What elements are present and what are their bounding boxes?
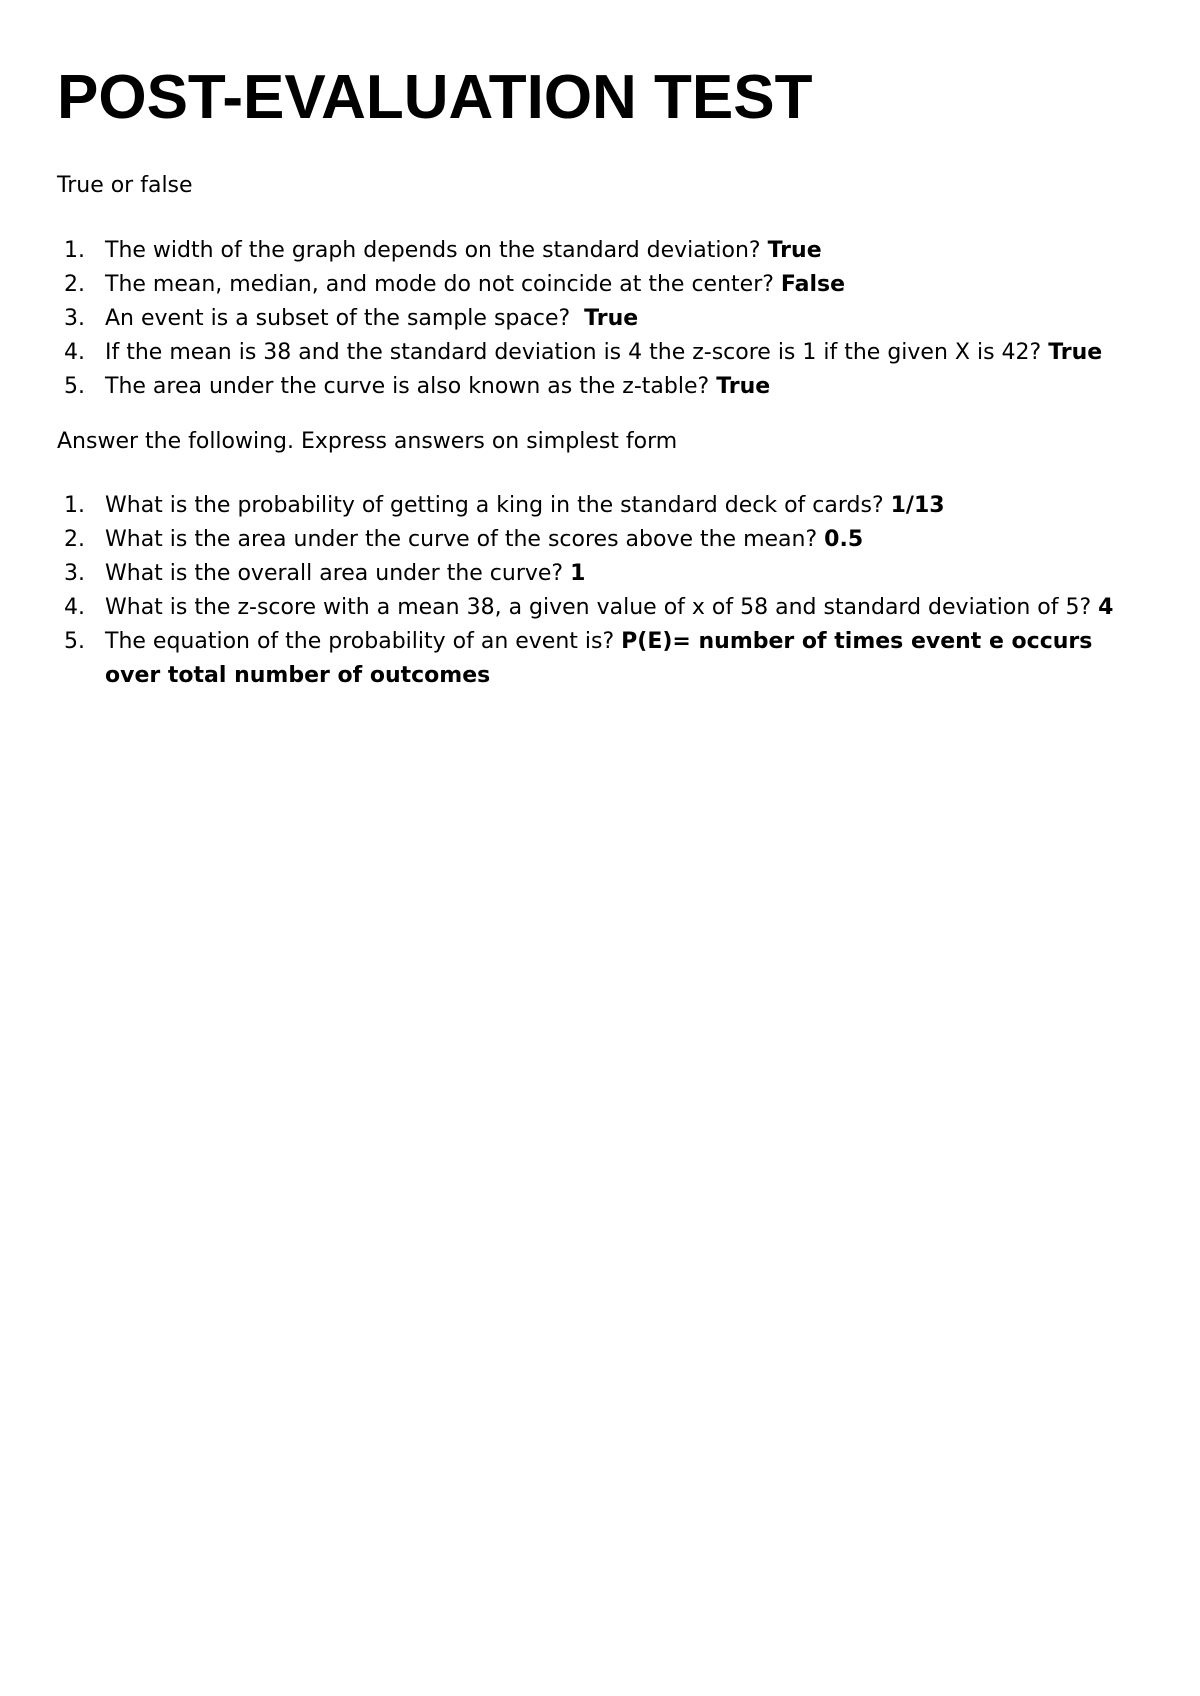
question-prompt: What is the probability of getting a king in the standard deck of cards?: [105, 493, 891, 518]
question-item: [0, 336, 1200, 370]
question-prompt: What is the area under the curve of the scores above the mean?: [105, 527, 825, 552]
question-text: [105, 306, 638, 331]
question-number: 3.: [64, 561, 85, 586]
question-prompt: An event is a subset of the sample space?: [105, 306, 585, 331]
question-item: [0, 625, 1200, 693]
question-number: 4.: [64, 340, 85, 365]
question-number: 2.: [64, 272, 85, 297]
question-text: [105, 629, 1092, 688]
short-answer-question-list: [0, 489, 1200, 693]
question-prompt: What is the overall area under the curve?: [105, 561, 571, 586]
question-answer: True: [1048, 340, 1103, 365]
question-answer: True: [767, 238, 822, 263]
question-answer: P(E)= number of times event e occurs over total number of outcomes: [105, 629, 1093, 688]
question-number: 1.: [64, 493, 85, 518]
question-item: [0, 302, 1200, 336]
question-item: [0, 591, 1200, 625]
question-number: 3.: [64, 306, 85, 331]
question-item: [0, 268, 1200, 302]
question-answer: True: [716, 374, 771, 399]
question-text: [105, 561, 585, 586]
question-text: [105, 527, 863, 552]
question-item: [0, 234, 1200, 268]
question-text: [105, 340, 1102, 365]
question-answer: 0.5: [824, 527, 864, 552]
question-prompt: The area under the curve is also known as the z-table?: [105, 374, 717, 399]
question-text: [105, 272, 845, 297]
question-item: [0, 489, 1200, 523]
question-item: [0, 557, 1200, 591]
question-item: [0, 370, 1200, 404]
question-answer: True: [584, 306, 639, 331]
question-number: 2.: [64, 527, 85, 552]
section-heading-answer-the-following: Answer the following. Express answers on simplest form: [57, 429, 678, 454]
question-text: [105, 374, 770, 399]
question-prompt: What is the z-score with a mean 38, a given value of x of 58 and standard deviation of 5?: [105, 595, 1099, 620]
question-number: 4.: [64, 595, 85, 620]
question-prompt: If the mean is 38 and the standard deviation is 4 the z-score is 1 if the given X is 42?: [105, 340, 1049, 365]
question-prompt: The equation of the probability of an event is?: [105, 629, 622, 654]
question-text: [105, 238, 822, 263]
question-answer: 4: [1098, 595, 1114, 620]
question-prompt: The width of the graph depends on the standard deviation?: [105, 238, 768, 263]
section-heading-true-or-false: True or false: [57, 173, 193, 198]
true-false-question-list: [0, 234, 1200, 404]
question-answer: 1/13: [890, 493, 945, 518]
question-number: 5.: [64, 629, 85, 654]
question-text: [105, 595, 1113, 620]
question-item: [0, 523, 1200, 557]
question-answer: False: [780, 272, 846, 297]
question-number: 5.: [64, 374, 85, 399]
question-text: [105, 493, 945, 518]
question-number: 1.: [64, 238, 85, 263]
page-title: POST-EVALUATION TEST: [57, 63, 813, 132]
question-answer: 1: [570, 561, 586, 586]
question-prompt: The mean, median, and mode do not coincide at the center?: [105, 272, 781, 297]
